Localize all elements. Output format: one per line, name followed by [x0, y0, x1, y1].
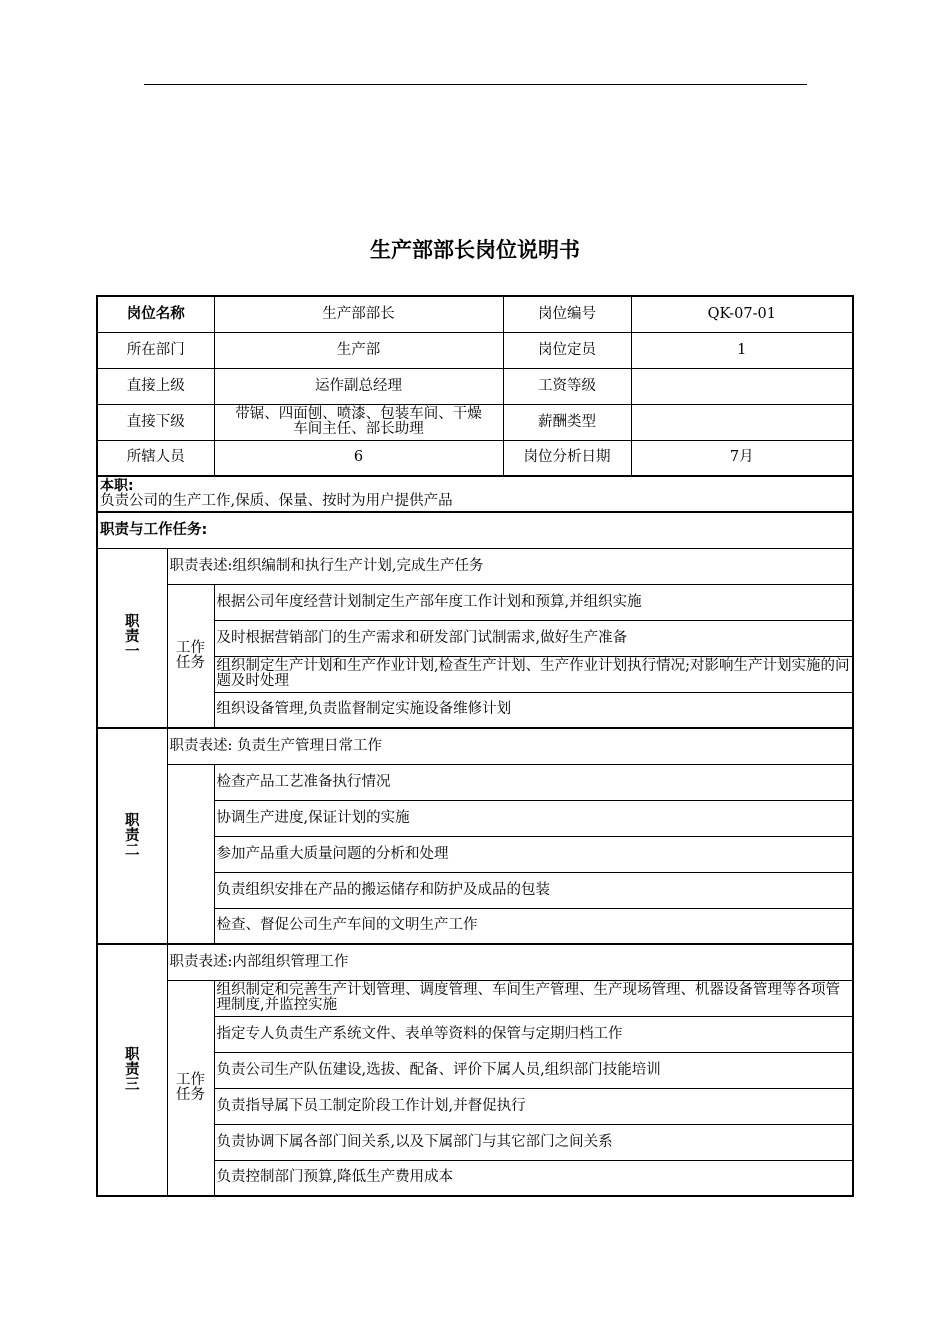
task-row [97, 764, 853, 800]
task-item: 负责组织安排在产品的搬运储存和防护及成品的包装 [214, 872, 853, 908]
task-item: 负责公司生产队伍建设,选拔、配备、评价下属人员,组织部门技能培训 [214, 1052, 853, 1088]
task-item: 检查、督促公司生产车间的文明生产工作 [214, 908, 853, 944]
field-value: 生产部 [214, 332, 503, 368]
task-item: 组织设备管理,负责监督制定实施设备维修计划 [214, 692, 853, 728]
field-value: QK-07-01 [631, 296, 853, 332]
info-row [97, 404, 853, 440]
info-row [97, 368, 853, 404]
task-item: 参加产品重大质量问题的分析和处理 [214, 836, 853, 872]
task-item: 负责指导属下员工制定阶段工作计划,并督促执行 [214, 1088, 853, 1124]
summary-cell [97, 476, 853, 512]
summary-text: 负责公司的生产工作,保质、保量、按时为用户提供产品 [100, 493, 453, 509]
field-label: 所辖人员 [97, 440, 214, 476]
duty-statement-row [97, 944, 853, 980]
duty-statement-row [97, 728, 853, 764]
duty-label: 职 责 二 [97, 728, 167, 944]
task-label: 工作 任务 [167, 980, 214, 1196]
field-value-line: 带锯、四面刨、喷漆、包装车间、干燥 [235, 406, 482, 422]
duty-label: 职 责 一 [97, 548, 167, 728]
duties-header: 职责与工作任务: [97, 512, 853, 548]
field-value: 7月 [631, 440, 853, 476]
field-value [631, 368, 853, 404]
duty-statement: 职责表述:组织编制和执行生产计划,完成生产任务 [167, 548, 853, 584]
field-value [214, 404, 503, 440]
field-label: 直接上级 [97, 368, 214, 404]
duty-statement: 职责表述: 负责生产管理日常工作 [167, 728, 853, 764]
field-value: 1 [631, 332, 853, 368]
field-label: 岗位编号 [503, 296, 631, 332]
task-item: 组织制定和完善生产计划管理、调度管理、车间生产管理、生产现场管理、机器设备管理等各项管理制度,并监控实施 [214, 980, 853, 1016]
summary-row [97, 476, 853, 512]
info-row [97, 332, 853, 368]
field-value-line: 车间主任、部长助理 [293, 421, 424, 437]
duty-statement-row [97, 548, 853, 584]
duties-header-row [97, 512, 853, 548]
field-label: 所在部门 [97, 332, 214, 368]
info-row [97, 296, 853, 332]
task-item: 根据公司年度经营计划制定生产部年度工作计划和预算,并组织实施 [214, 584, 853, 620]
field-label: 岗位定员 [503, 332, 631, 368]
task-item: 及时根据营销部门的生产需求和研发部门试制需求,做好生产准备 [214, 620, 853, 656]
task-label: 工作 任务 [167, 584, 214, 728]
task-item: 组织制定生产计划和生产作业计划,检查生产计划、生产作业计划执行情况;对影响生产计划实施的问题及时处理 [214, 656, 853, 692]
field-value: 生产部部长 [214, 296, 503, 332]
field-label: 岗位名称 [97, 296, 214, 332]
task-item: 负责控制部门预算,降低生产费用成本 [214, 1160, 853, 1196]
info-row [97, 440, 853, 476]
field-label: 薪酬类型 [503, 404, 631, 440]
task-item: 负责协调下属各部门间关系,以及下属部门与其它部门之间关系 [214, 1124, 853, 1160]
task-item: 检查产品工艺准备执行情况 [214, 764, 853, 800]
field-label: 直接下级 [97, 404, 214, 440]
task-item: 协调生产进度,保证计划的实施 [214, 800, 853, 836]
field-label: 岗位分析日期 [503, 440, 631, 476]
field-value [631, 404, 853, 440]
duty-label: 职 责 三 [97, 944, 167, 1196]
field-value: 6 [214, 440, 503, 476]
duty-statement: 职责表述:内部组织管理工作 [167, 944, 853, 980]
job-description-table [96, 295, 854, 1197]
header-rule [144, 84, 807, 85]
field-value: 运作副总经理 [214, 368, 503, 404]
summary-label: 本职: [100, 478, 134, 494]
task-item: 指定专人负责生产系统文件、表单等资料的保管与定期归档工作 [214, 1016, 853, 1052]
task-row [97, 584, 853, 620]
field-label: 工资等级 [503, 368, 631, 404]
task-row [97, 980, 853, 1016]
document-title: 生产部部长岗位说明书 [370, 238, 580, 262]
task-label [167, 764, 214, 944]
